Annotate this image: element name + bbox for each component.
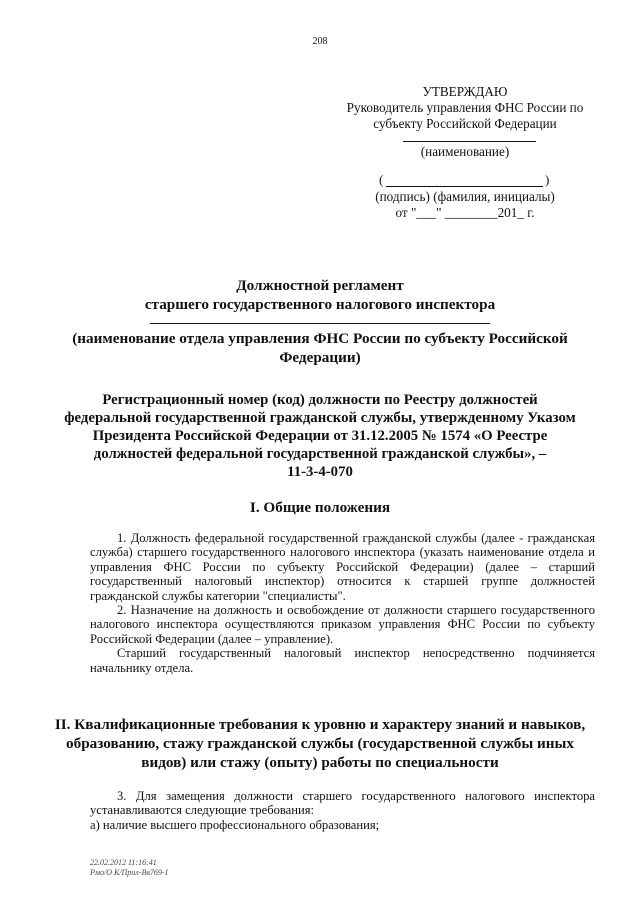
department-blank-line [150,323,490,324]
section-2-heading-line-1: II. Квалификационные требования к уровню и характеру знаний и навыков, [54,716,586,733]
name-blank-line [403,141,536,142]
approval-date-line: от "___" ________201_ г. [395,205,535,220]
paragraph-3: 3. Для замещения должности старшего государственного налогового инспектора устанавливаются следующие требования: [90,789,595,818]
section-2-heading-line-3: видов) или стажу (опыту) работы по специальности [141,754,499,771]
registration-line-1: Регистрационный номер (код) должности по Реестру должностей [102,392,538,408]
department-line-2: Федерации) [279,349,361,366]
title-line-2: старшего государственного налогового инспектора [144,296,496,313]
section-1-body [90,531,595,675]
registration-line-4: должностей федеральной государственной гражданской службы», – [93,446,547,462]
paragraph-2: 2. Назначение на должность и освобождение от должности старшего государственного налогового инспектора осуществляются приказом управления ФНС России по субъекту Российской Федерации (далее – управление). [90,603,595,646]
approval-line-2: субъекту Российской Федерации [373,116,557,131]
name-caption: (наименование) [420,144,510,159]
department-line-1: (наименование отдела управления ФНС России по субъекту Российской [72,330,568,347]
approval-date-block [330,189,600,221]
section-2-body [90,789,595,832]
paragraph-1: 1. Должность федеральной государственной гражданской службы (далее - гражданская служба) старшего государственного налогового инспектора (указать наименование отдела и управления ФНС России по субъекту Российской Федерации) (далее – старший государственный налоговый инспектор) относится к старшей группе должностей гражданской службы категории "специалисты". [90,531,595,603]
footer-stamp [90,858,168,878]
section-1-heading: I. Общие положения [249,499,391,516]
footer-timestamp: 22.02.2012 11:16:41 [90,858,157,867]
section-2-heading-line-2: образованию, стажу гражданской службы (государственной службы иных [66,735,574,752]
registration-line-2: федеральной государственной гражданской службы, утвержденному Указом [64,410,576,426]
approval-line-1: Руководитель управления ФНС России по [346,100,584,115]
section-2-heading [50,715,590,772]
footer-document-code: Рмо/О К/Прил-Вв769-1 [90,868,169,877]
registration-line-3: Президента Российской Федерации от 31.12.2005 № 1574 «О Реестре [92,428,548,444]
approval-block [330,84,600,132]
requirement-item-a: а) наличие высшего профессионального образования; [90,817,380,832]
department-caption [60,329,580,367]
registration-code: 11-3-4-070 [287,464,353,480]
title-line-1: Должностной регламент [236,277,404,294]
signature-blank-line [386,186,543,187]
sign-close-paren: ) [545,172,550,187]
signature-caption: (подпись) (фамилия, инициалы) [375,189,555,204]
sign-open-paren: ( [379,172,384,187]
document-title [60,276,580,314]
registration-block [60,391,580,481]
approval-header: УТВЕРЖДАЮ [422,84,508,99]
paragraph-2-continued: Старший государственный налоговый инспектор непосредственно подчиняется начальнику отдела. [90,646,595,675]
page-number: 208 [312,36,328,47]
